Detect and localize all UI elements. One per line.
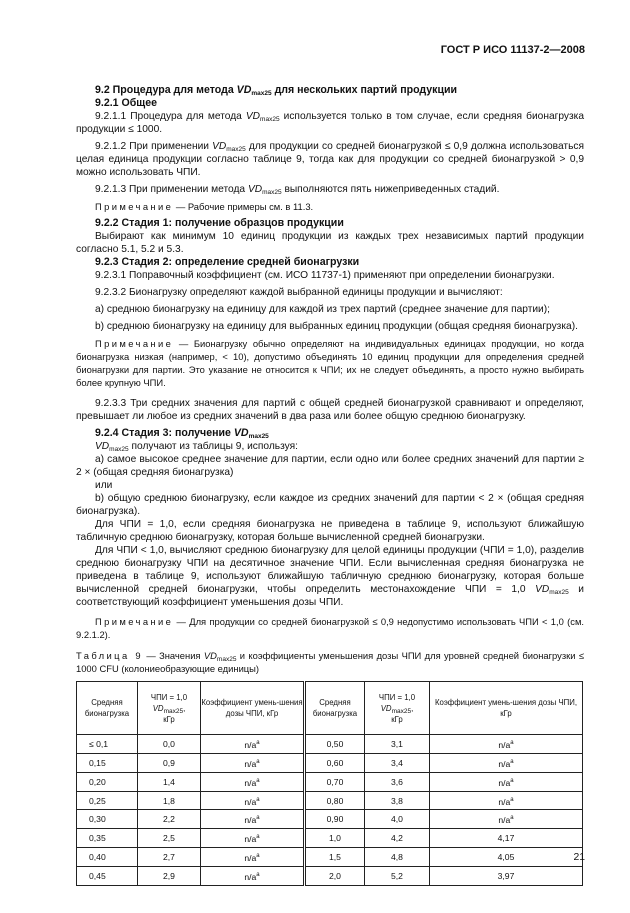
document-body xyxy=(76,84,584,886)
table-cell: 2,9 xyxy=(138,867,201,886)
col-header: Коэффициент умень-шения дозы ЧПИ, кГр xyxy=(430,682,583,735)
table-cell: 0,20 xyxy=(77,772,138,791)
table-row xyxy=(77,848,583,867)
table-row xyxy=(77,772,583,791)
list-item: b) общую среднюю бионагрузку, если каждое из средних значений для партии < 2 × (общая средняя бионагрузка). xyxy=(76,493,584,517)
table-row xyxy=(77,867,583,886)
table-cell: 3,97 xyxy=(430,867,583,886)
paragraph: 9.2.3.2 Бионагрузку определяют каждой выбранной единицы продукции и вычисляют: xyxy=(95,287,503,298)
table-caption: Таблица 9 — Значения $VD_{max25}$ и коэффициенты уменьшения дозы ЧПИ для уровней средней бионагрузки ≤ 1000 CFU (колониеобразующие единицы) xyxy=(76,650,584,674)
section-heading: 9.2 Процедура для метода $VD_{max25}$ для нескольких партий продукции xyxy=(95,84,458,97)
table-cell: 0,25 xyxy=(77,791,138,810)
table-cell: 0,70 xyxy=(305,772,365,791)
note: Примечание — Для продукции со средней бионагрузкой ≤ 0,9 недопустимо использовать ЧПИ < 1,0 (см. 9.2.1.2). xyxy=(76,616,584,640)
table-cell: $n/a^a$ xyxy=(201,735,305,754)
paragraph: 9.2.3.1 Поправочный коэффициент (см. ИСО 11737-1) применяют при определении бионагрузки. xyxy=(95,270,555,281)
table-cell: 0,9 xyxy=(138,753,201,772)
table-cell: $n/a^a$ xyxy=(430,791,583,810)
table-cell: 4,05 xyxy=(430,848,583,867)
list-item: a) среднюю бионагрузку на единицу для каждой из трех партий (среднее значение для партии); xyxy=(95,304,550,315)
table-cell: 5,2 xyxy=(365,867,430,886)
table-cell: 1,8 xyxy=(138,791,201,810)
table-cell: 0,80 xyxy=(305,791,365,810)
table-cell: $n/a^a$ xyxy=(201,772,305,791)
table-cell: $n/a^a$ xyxy=(201,848,305,867)
table-cell: 1,4 xyxy=(138,772,201,791)
section-heading: 9.2.4 Стадия 3: получение $VD_{max25}$ xyxy=(95,427,269,440)
table-row xyxy=(77,829,583,848)
table-cell: 0,60 xyxy=(305,753,365,772)
table-cell: 1,5 xyxy=(305,848,365,867)
table-cell: 4,0 xyxy=(365,810,430,829)
table-cell: 0,40 xyxy=(77,848,138,867)
table-row xyxy=(77,791,583,810)
table-cell: $n/a^a$ xyxy=(201,829,305,848)
table-cell: 0,15 xyxy=(77,753,138,772)
table-cell: 4,8 xyxy=(365,848,430,867)
col-header: Средняя бионагрузка xyxy=(77,682,138,735)
list-item: b) среднюю бионагрузку на единицу для выбранных единиц продукции (общая средняя бионагрузка). xyxy=(95,321,578,332)
table-row xyxy=(77,753,583,772)
table-cell: $n/a^a$ xyxy=(430,810,583,829)
table-cell: 2,7 xyxy=(138,848,201,867)
table-cell: $n/a^a$ xyxy=(201,753,305,772)
col-header: ЧПИ = 1,0 $VD_{max25}$, кГр xyxy=(365,682,430,735)
table-cell: 3,1 xyxy=(365,735,430,754)
document-header: ГОСТ Р ИСО 11137-2—2008 xyxy=(440,44,585,56)
table-cell: 0,35 xyxy=(77,829,138,848)
table-cell: 0,45 xyxy=(77,867,138,886)
table-cell: $n/a^a$ xyxy=(201,791,305,810)
paragraph: Выбирают как минимум 10 единиц продукции из каждых трех независимых партий продукции согласно 5.1, 5.2 и 5.3. xyxy=(76,231,584,255)
table-cell: 2,5 xyxy=(138,829,201,848)
table-cell: 3,4 xyxy=(365,753,430,772)
table-cell: ≤ 0,1 xyxy=(77,735,138,754)
table-header-row xyxy=(77,682,583,735)
section-heading: 9.2.3 Стадия 2: определение средней бионагрузки xyxy=(95,256,360,268)
table-cell: $n/a^a$ xyxy=(430,753,583,772)
paragraph: 9.2.1.3 При применении метода $VD_{max25}$ выполняются пять нижеприведенных стадий. xyxy=(95,184,500,196)
col-header: Средняя бионагрузка xyxy=(305,682,365,735)
table-cell: $n/a^a$ xyxy=(201,867,305,886)
paragraph: 9.2.1.1 Процедура для метода $VD_{max25}$ используется только в том случае, если средняя бионагрузка продукции ≤ 1000. xyxy=(76,111,584,135)
note: Примечание — Бионагрузку обычно определяют на индивидуальных единицах продукции, но когда бионагрузка низкая (например, < 10), допустимо объединять 10 единиц продукции для определения средней бионагрузки для партии. Это указание не относится к ЧПИ; их не следует объединять, а просто нужно выбирать более крупную ЧПИ. xyxy=(76,338,584,388)
table-cell: 0,90 xyxy=(305,810,365,829)
table-cell: 1,0 xyxy=(305,829,365,848)
table-cell: 4,17 xyxy=(430,829,583,848)
list-item: a) самое высокое среднее значение для партии, если одно или более средних значений для партии ≥ 2 × (общая средняя бионагрузка) xyxy=(76,454,584,478)
paragraph: $VD_{max25}$ получают из таблицы 9, используя: xyxy=(95,441,298,453)
section-heading: 9.2.2 Стадия 1: получение образцов продукции xyxy=(95,217,344,229)
table-cell: 2,2 xyxy=(138,810,201,829)
table-cell: 0,0 xyxy=(138,735,201,754)
paragraph: Для ЧПИ < 1,0, вычисляют среднюю бионагрузку для целой единицы продукции (ЧПИ = 1,0), разделив среднюю бионагрузку ЧПИ на десятичное значение ЧПИ. Если вычисленная средняя бионагрузка не приведена в таблице 9, используют ближайшую табличную среднюю бионагрузку, которая больше вычисленной средней бионагрузки, чтобы определить местонахождение ЧПИ = 1,0 $VD_{max25}$ и соответствующий коэффициент уменьшения дозы ЧПИ. xyxy=(76,545,584,608)
vd-max25-table xyxy=(76,681,583,886)
table-cell: 0,50 xyxy=(305,735,365,754)
table-cell: 3,6 xyxy=(365,772,430,791)
section-heading: 9.2.1 Общее xyxy=(95,97,158,109)
table-cell: $n/a^a$ xyxy=(201,810,305,829)
col-header: Коэффициент умень-шения дозы ЧПИ, кГр xyxy=(201,682,305,735)
table-cell: 2,0 xyxy=(305,867,365,886)
table-row xyxy=(77,735,583,754)
col-header: ЧПИ = 1,0 $VD_{max25}$, кГр xyxy=(138,682,201,735)
table-cell: 4,2 xyxy=(365,829,430,848)
note: Примечание — Рабочие примеры см. в 11.3. xyxy=(95,201,314,212)
paragraph: 9.2.1.2 При применении $VD_{max25}$ для продукции со средней бионагрузкой ≤ 0,9 должна использоваться целая единица продукции согласно таблице 9, тогда как для продукции со средней бионагрузкой > 0,9 можно использовать ЧПИ. xyxy=(76,141,584,178)
table-cell: $n/a^a$ xyxy=(430,735,583,754)
table-cell: $n/a^a$ xyxy=(430,772,583,791)
table-cell: 3,8 xyxy=(365,791,430,810)
paragraph: Для ЧПИ = 1,0, если средняя бионагрузка не приведена в таблице 9, используют ближайшую табличную среднюю бионагрузку, которая больше вычисленной средней бионагрузки. xyxy=(76,519,584,543)
paragraph: 9.2.3.3 Три средних значения для партий с общей средней бионагрузкой сравнивают и определяют, превышает ли любое из средних значений в два раза или более общую среднюю бионагрузку. xyxy=(76,398,584,422)
table-cell: 0,30 xyxy=(77,810,138,829)
page-number: 21 xyxy=(573,852,585,863)
paragraph: или xyxy=(95,480,113,491)
table-row xyxy=(77,810,583,829)
